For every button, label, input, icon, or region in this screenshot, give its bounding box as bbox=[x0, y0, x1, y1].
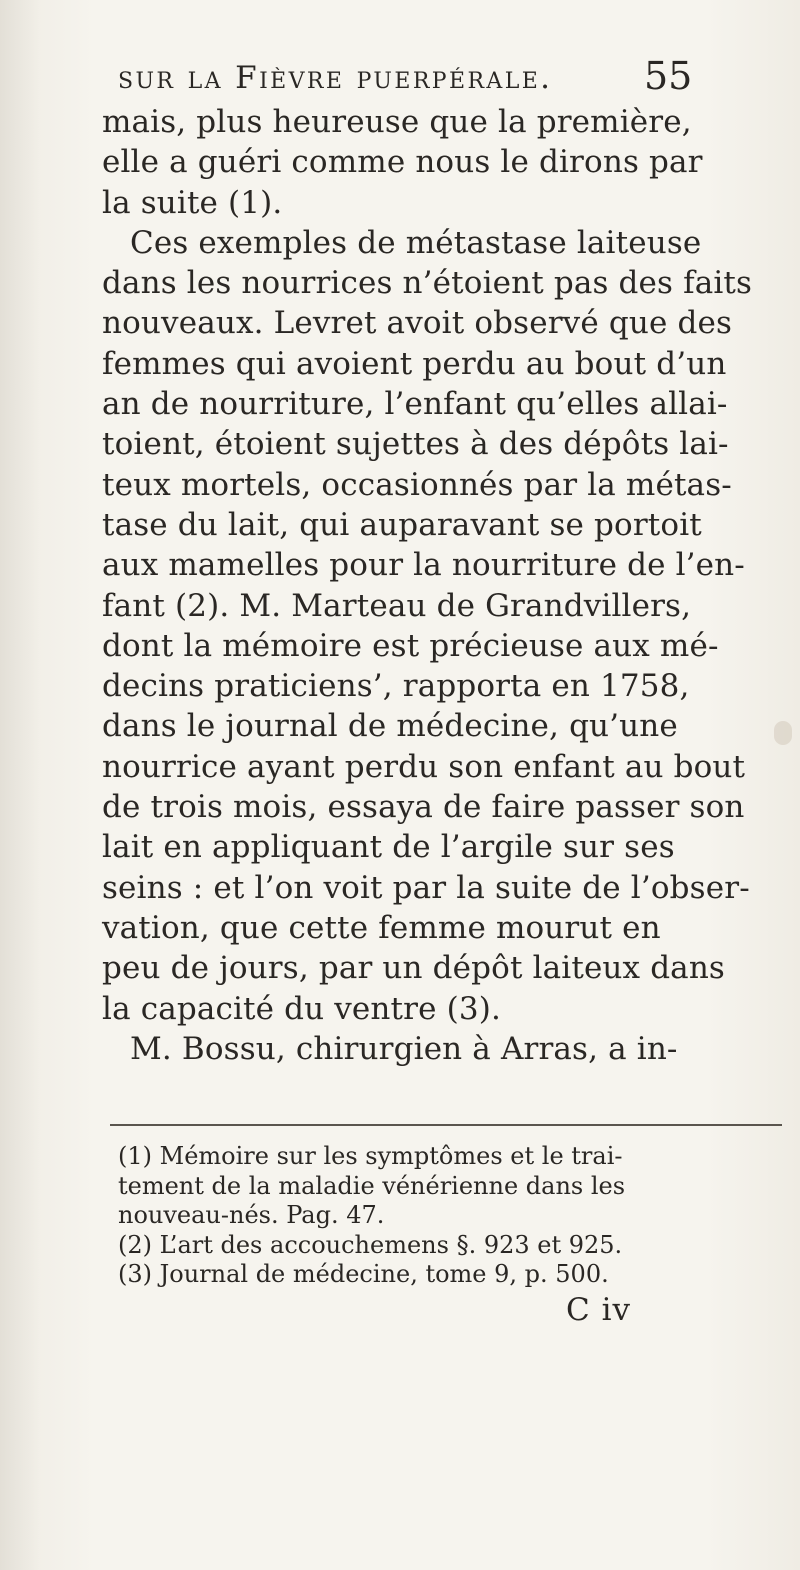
text-line: vation, que cette femme mourut en bbox=[102, 909, 661, 946]
footnote-line: nouveau-nés. Pag. 47. bbox=[118, 1201, 385, 1229]
text-line: tase du lait, qui auparavant se portoit bbox=[102, 506, 702, 543]
body-text bbox=[102, 102, 782, 1069]
text-line: dans les nourrices n’étoient pas des faits bbox=[102, 265, 753, 302]
margin-stain bbox=[774, 721, 792, 745]
footnote-rule bbox=[110, 1124, 782, 1126]
text-line: de trois mois, essaya de faire passer son bbox=[102, 789, 745, 826]
running-title: sur la Fièvre puerpérale. bbox=[118, 60, 553, 96]
page-number: 55 bbox=[644, 54, 693, 98]
text-line: la suite (1). bbox=[102, 184, 283, 221]
text-line: peu de jours, par un dépôt laiteux dans bbox=[102, 950, 725, 987]
text-line: Ces exemples de métastase laiteuse bbox=[130, 224, 702, 261]
text-line: toient, étoient sujettes à des dépôts lai- bbox=[102, 426, 729, 463]
signature-mark: C iv bbox=[566, 1292, 632, 1328]
text-line: mais, plus heureuse que la première, bbox=[102, 104, 692, 140]
footnote-line: tement de la maladie vénérienne dans les bbox=[118, 1171, 626, 1200]
text-line: M. Bossu, chirurgien à Arras, a in- bbox=[130, 1030, 678, 1067]
footnote-line: (2) L’art des accouchemens §. 923 et 925. bbox=[118, 1230, 623, 1259]
text-line: lait en appliquant de l’argile sur ses bbox=[102, 829, 675, 866]
footnote-line: (3) Journal de médecine, tome 9, p. 500. bbox=[118, 1260, 609, 1288]
text-line: elle a guéri comme nous le dirons par bbox=[102, 144, 703, 181]
text-line: femmes qui avoient perdu au bout d’un bbox=[102, 345, 727, 382]
text-line: seins : et l’on voit par la suite de l’obser- bbox=[102, 869, 750, 906]
running-head bbox=[118, 54, 798, 104]
text-line: teux mortels, occasionnés par la métas- bbox=[102, 466, 732, 503]
gutter-shadow bbox=[0, 0, 40, 1570]
text-line: dans le journal de médecine, qu’une bbox=[102, 708, 678, 745]
text-line: an de nourriture, l’enfant qu’elles allai- bbox=[102, 386, 728, 423]
footnotes bbox=[118, 1142, 788, 1290]
footnote-line: (1) Mémoire sur les symptômes et le trai- bbox=[118, 1142, 623, 1170]
text-line: nouveaux. Levret avoit observé que des bbox=[102, 305, 732, 342]
text-line: la capacité du ventre (3). bbox=[102, 990, 501, 1027]
text-line: decins praticiens’, rapporta en 1758, bbox=[102, 668, 690, 705]
text-line: aux mamelles pour la nourriture de l’en- bbox=[102, 547, 745, 584]
text-line: dont la mémoire est précieuse aux mé- bbox=[102, 627, 719, 664]
text-line: fant (2). M. Marteau de Grandvillers, bbox=[102, 587, 692, 624]
text-line: nourrice ayant perdu son enfant au bout bbox=[102, 748, 746, 785]
